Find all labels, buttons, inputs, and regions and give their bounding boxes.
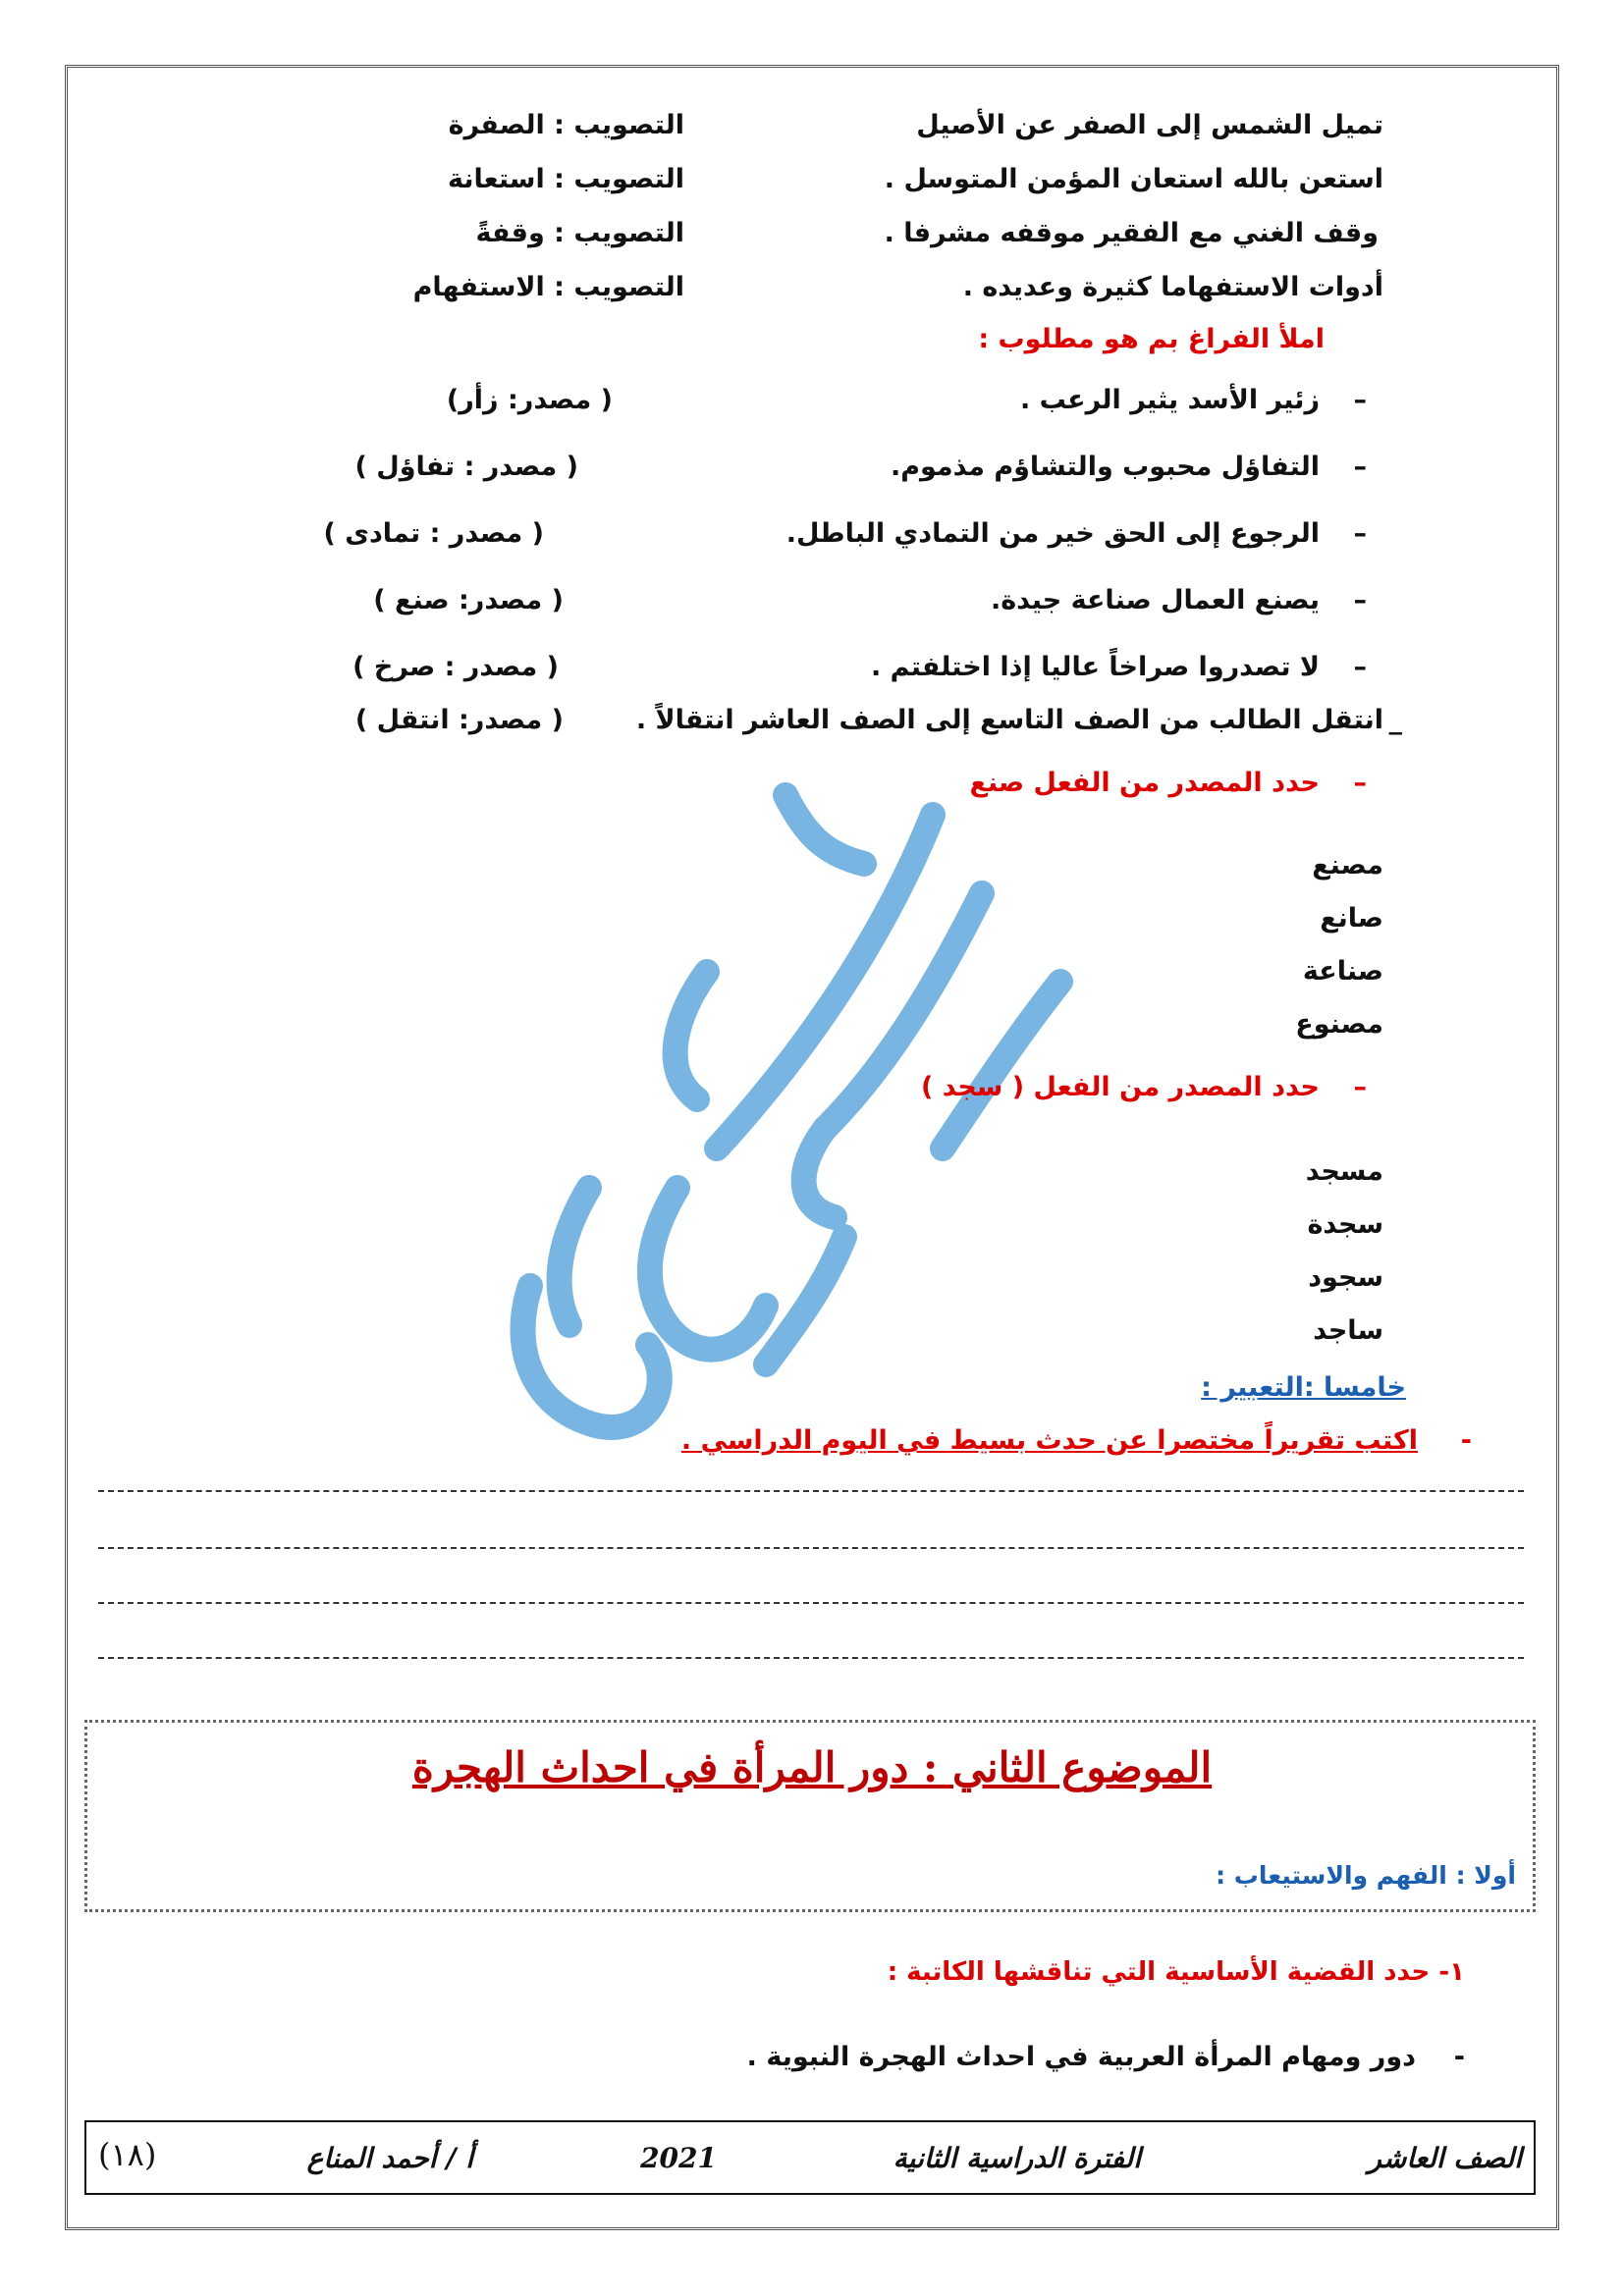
fill-answer-2: ( مصدر : تفاؤل ) [354, 452, 578, 482]
q2-option-4: ساجد [1313, 1315, 1383, 1346]
fill-bullet-2: – [1353, 452, 1367, 482]
fill-sentence-6: انتقل الطالب من الصف التاسع إلى الصف العاشر انتقالاً . [635, 705, 1383, 735]
footer-teacher: أ / أحمد المناع [306, 2142, 473, 2174]
q1-option-3: صناعة [1302, 956, 1383, 987]
q2-option-2: سجدة [1307, 1209, 1383, 1240]
writing-line-3[interactable] [98, 1602, 1524, 1604]
fill-sentence-4: يصنع العمال صناعة جيدة. [990, 585, 1320, 615]
correction-sentence-4: أدوات الاستفهاما كثيرة وعديده . [962, 272, 1383, 302]
fill-heading: املأ الفراغ بم هو مطلوب : [978, 324, 1325, 354]
writing-line-1[interactable] [98, 1490, 1524, 1492]
fill-bullet-5: – [1353, 652, 1367, 682]
correction-answer-1: التصويب : الصفرة [448, 110, 684, 140]
q2-option-1: مسجد [1305, 1156, 1383, 1187]
expression-bullet: - [1460, 1425, 1472, 1456]
footer-year: 2021 [640, 2142, 717, 2174]
answer-1-text: دور ومهام المرأة العربية في احداث الهجرة النبوية . [746, 2042, 1416, 2072]
writing-line-4[interactable] [98, 1657, 1524, 1659]
fill-sentence-2: التفاؤل محبوب والتشاؤم مذموم. [890, 452, 1320, 482]
correction-sentence-3: وقف الغني مع الفقير موقفه مشرفا . [884, 218, 1379, 248]
correction-sentence-2: استعن بالله استعان المؤمن المتوسل . [884, 164, 1383, 194]
fill-answer-1: ( مصدر: زأر) [446, 385, 613, 415]
expression-task: اكتب تقريراً مختصرا عن حدث بسيط في اليوم الدراسي . [680, 1425, 1418, 1456]
q2-option-3: سجود [1308, 1262, 1383, 1293]
q1-text: حدد المصدر من الفعل صنع [969, 768, 1320, 798]
q1-option-4: مصنوع [1295, 1009, 1383, 1040]
q1-option-2: صانع [1320, 903, 1383, 934]
footer-term: الفترة الدراسية الثانية [893, 2142, 1141, 2174]
fill-bullet-4: – [1353, 585, 1367, 615]
correction-answer-3: التصويب : وقفةً [475, 218, 684, 248]
watermark-calligraphy [471, 775, 1100, 1463]
answer-1-bullet: - [1453, 2042, 1465, 2072]
fill-bullet-6: _ [1388, 705, 1402, 735]
q1-option-1: مصنع [1312, 850, 1383, 881]
fill-sentence-5: لا تصدروا صراخاً عاليا إذا اختلفتم . [870, 652, 1320, 682]
fill-sentence-1: زئير الأسد يثير الرعب . [1019, 385, 1320, 415]
footer-box [84, 2120, 1536, 2195]
fill-answer-5: ( مصدر : صرخ ) [352, 652, 559, 682]
topic-title: الموضوع الثاني : دور المرأة في احداث الهجرة [411, 1743, 1213, 1791]
writing-line-2[interactable] [98, 1547, 1524, 1549]
fill-sentence-3: الرجوع إلى الحق خير من التمادي الباطل. [785, 518, 1320, 549]
fill-answer-3: ( مصدر : تمادى ) [323, 518, 544, 549]
footer-page-number: (١٨) [98, 2136, 157, 2173]
fill-bullet-1: – [1353, 385, 1367, 415]
q2-text: حدد المصدر من الفعل ( سجد ) [920, 1072, 1320, 1102]
question-1: ١- حدد القضية الأساسية التي تناقشها الكاتبة : [887, 1957, 1465, 1987]
section-heading: أولا : الفهم والاستيعاب : [1216, 1861, 1516, 1890]
fill-answer-4: ( مصدر: صنع ) [373, 585, 564, 615]
expression-heading: خامسا :التعبير : [1201, 1372, 1406, 1403]
footer-grade: الصف العاشر [1368, 2142, 1522, 2174]
q2-bullet: – [1353, 1072, 1367, 1102]
correction-answer-2: التصويب : استعانة [448, 164, 684, 194]
fill-answer-6: ( مصدر: انتقل ) [354, 705, 564, 735]
q1-bullet: – [1353, 768, 1367, 798]
correction-sentence-1: تميل الشمس إلى الصفر عن الأصيل [916, 110, 1383, 140]
correction-answer-4: التصويب : الاستفهام [412, 272, 684, 302]
fill-bullet-3: – [1353, 518, 1367, 549]
